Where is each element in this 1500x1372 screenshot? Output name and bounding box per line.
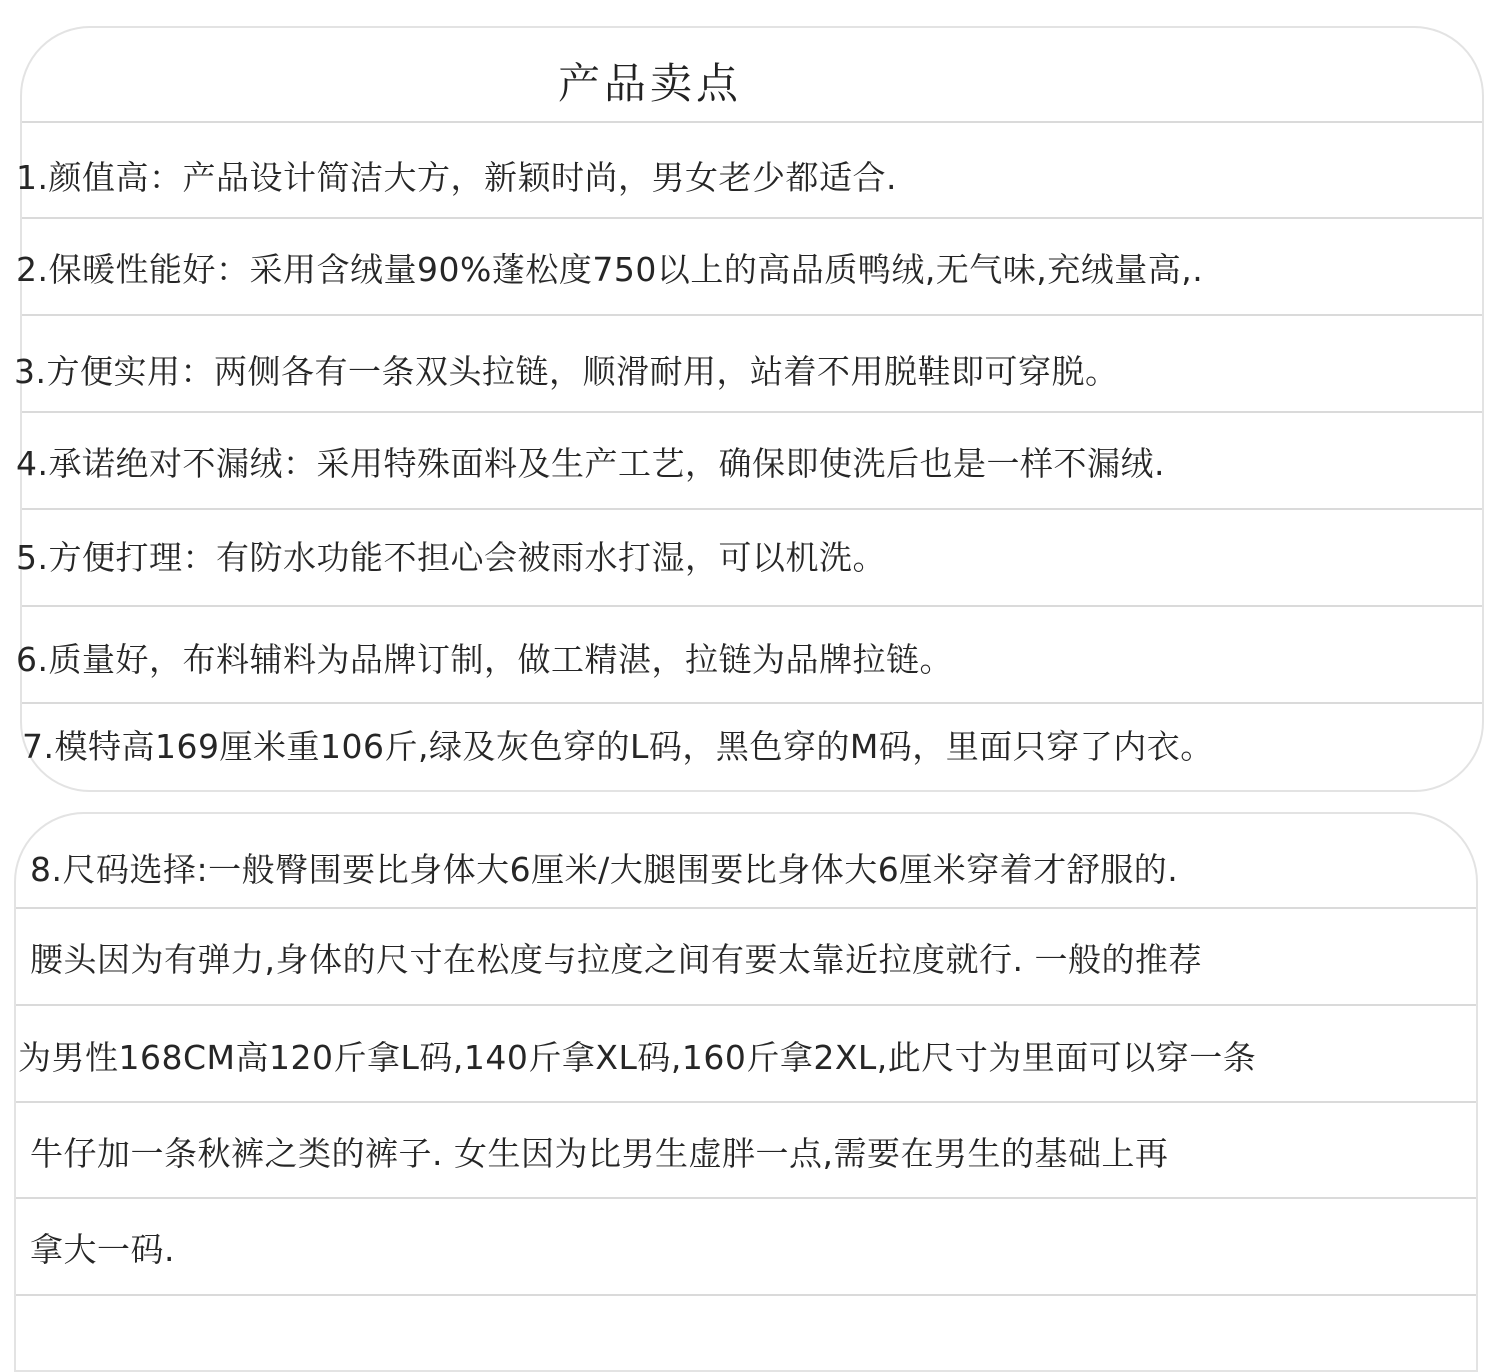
selling-point-item: 6.质量好，布料辅料为品牌订制，做工精湛，拉链为品牌拉链。 — [16, 640, 953, 679]
selling-point-item: 1.颜值高：产品设计简洁大方，新颖时尚，男女老少都适合. — [16, 158, 897, 197]
selling-point-item: 2.保暖性能好：采用含绒量90%蓬松度750以上的高品质鸭绒,无气味,充绒量高,. — [16, 250, 1204, 289]
row-divider — [16, 1197, 1476, 1199]
selling-point-item: 3.方便实用：两侧各有一条双头拉链，顺滑耐用，站着不用脱鞋即可穿脱。 — [14, 352, 1119, 391]
selling-point-item: 5.方便打理：有防水功能不担心会被雨水打湿，可以机洗。 — [16, 538, 886, 577]
size-guide-line: 8.尺码选择:一般臀围要比身体大6厘米/大腿围要比身体大6厘米穿着才舒服的. — [30, 850, 1179, 889]
row-divider — [16, 1101, 1476, 1103]
row-divider — [16, 907, 1476, 909]
row-divider — [16, 1294, 1476, 1296]
size-guide-line: 牛仔加一条秋裤之类的裤子. 女生因为比男生虚胖一点,需要在男生的基础上再 — [30, 1134, 1169, 1173]
size-guide-line: 腰头因为有弹力,身体的尺寸在松度与拉度之间有要太靠近拉度就行. 一般的推荐 — [30, 940, 1202, 979]
row-divider — [22, 121, 1482, 123]
row-divider — [16, 1004, 1476, 1006]
section-title: 产品卖点 — [557, 59, 742, 108]
selling-point-item: 4.承诺绝对不漏绒：采用特殊面料及生产工艺，确保即使洗后也是一样不漏绒. — [16, 444, 1165, 483]
size-guide-line: 为男性168CM高120斤拿L码,140斤拿XL码,160斤拿2XL,此尺寸为里面可以穿一条 — [18, 1038, 1257, 1077]
selling-point-item: 7.模特高169厘米重106斤,绿及灰色穿的L码，黑色穿的M码，里面只穿了内衣。 — [22, 727, 1214, 766]
row-divider — [22, 411, 1482, 413]
row-divider — [22, 217, 1482, 219]
size-guide-line: 拿大一码. — [30, 1230, 175, 1269]
row-divider — [22, 314, 1482, 316]
row-divider — [22, 508, 1482, 510]
row-divider — [22, 605, 1482, 607]
row-divider — [22, 702, 1482, 704]
size-guide-panel — [14, 812, 1478, 1372]
